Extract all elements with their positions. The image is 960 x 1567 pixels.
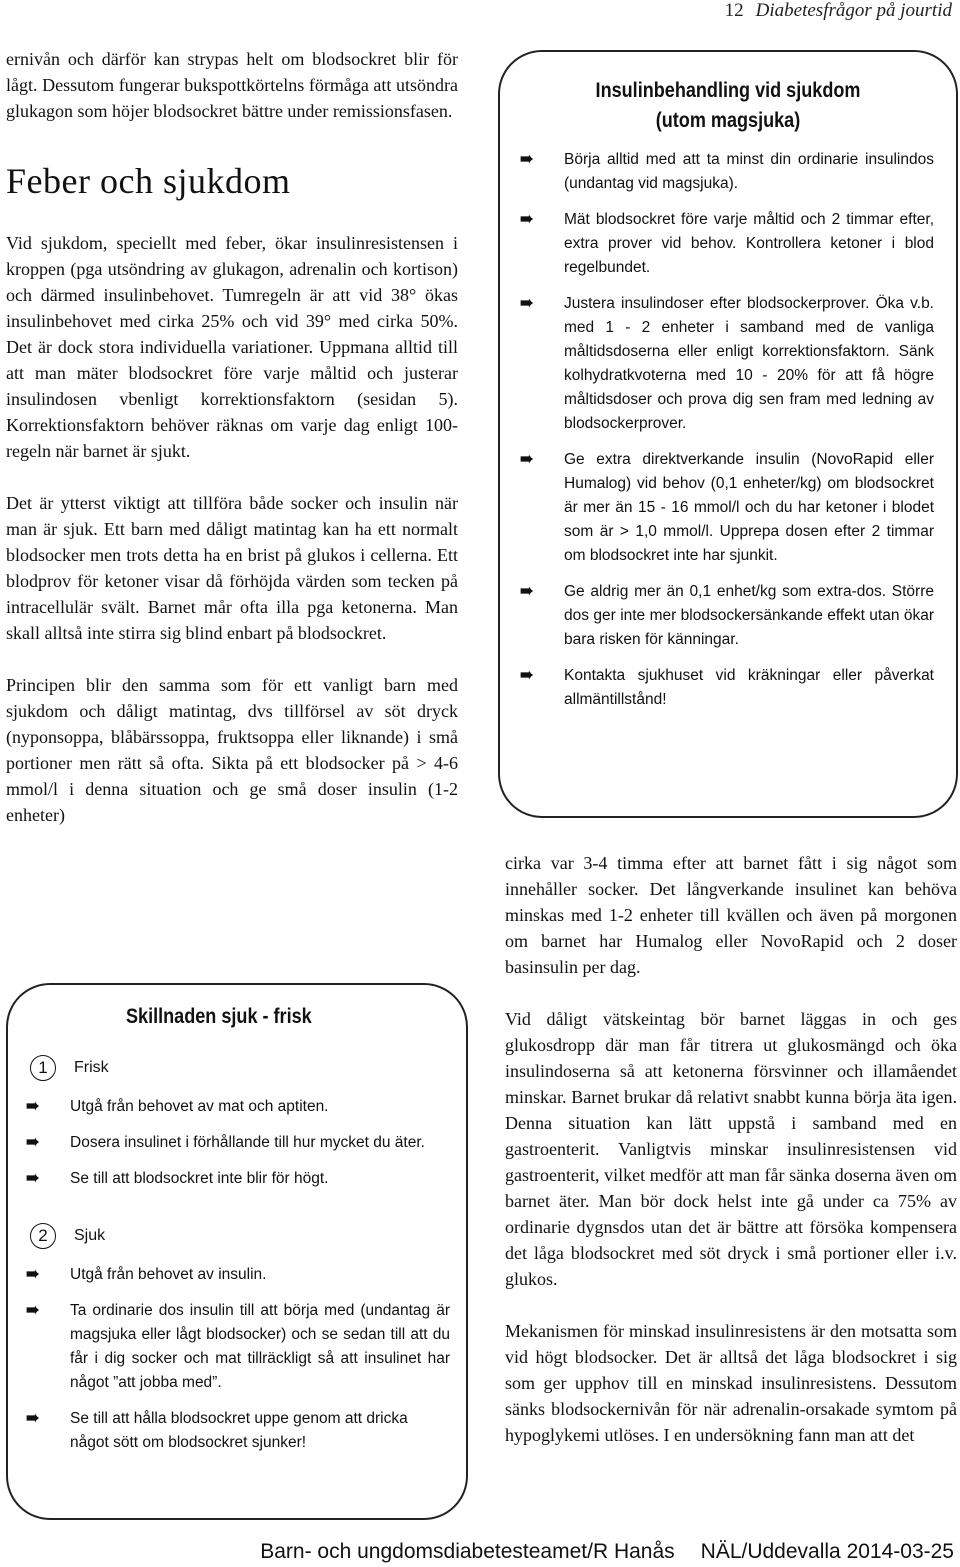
list-item-text: Mät blodsockret före varje måltid och 2 timmar efter, extra prover vid behov. xyxy=(564,211,934,252)
list-item-text: Utgå från behovet av mat och aptiten. xyxy=(70,1098,329,1115)
box-title-line1: Insulinbehandling vid sjukdom xyxy=(595,79,861,102)
arrow-right-icon: ➠ xyxy=(26,1170,40,1187)
intro-paragraph: ernivån och därför kan strypas helt om blodsockret blir för lågt. Dessutom fungerar bukspottkörtelns förmåga att utsöndra glukagon som höjer blodsockret bättre under remissionsfasen. xyxy=(6,49,458,121)
list-item-text: Ta ordinarie dos insulin till att börja med (undantag är magsjuka eller lågt blodsocker) och se sedan till att du får i dig socker och mat tillräckligt så att insulinet har något ”att jobba med”. xyxy=(70,1302,450,1391)
list-item xyxy=(26,1167,450,1191)
footer-team: Barn- och ungdomsdiabetesteamet/R Hanås xyxy=(260,1540,675,1563)
sick-vs-healthy-box xyxy=(6,983,468,1520)
list-item xyxy=(520,148,934,196)
circled-number-1: 1 xyxy=(30,1055,56,1081)
arrow-right-icon: ➠ xyxy=(26,1098,40,1115)
arrow-right-icon: ➠ xyxy=(520,451,534,468)
arrow-right-icon: ➠ xyxy=(520,211,534,228)
list-item xyxy=(520,208,934,280)
arrow-right-icon: ➠ xyxy=(26,1410,40,1427)
left-column xyxy=(6,46,458,828)
list-item-emphasis: Kontrollera ketoner i blod regelbundet. xyxy=(564,235,934,276)
list-item-text: Kontakta sjukhuset vid kräkningar eller påverkat allmäntillstånd! xyxy=(564,667,934,708)
list-item xyxy=(26,1095,450,1119)
fever-paragraph: Vid sjukdom, speciellt med feber, ökar insulinresistensen i kroppen (pga utsöndring av glukagon, adrenalin och kortison) och därmed insulinbehovet. Tumregeln är att vid 38° ökas insulinbehovet med cirka 25% och vid 39° med cirka 50%. Det är dock stora individuella variationer. Uppmana alltid till att man mäter blodsockret före varje måltid och justerar insulindosen vbenligt korrektionsfaktorn (sesidan 5). Korrektionsfaktorn behöver räknas om varje dag enligt 100-regeln när barnet är sjukt. xyxy=(6,233,458,461)
box-title xyxy=(532,76,924,136)
page-number: 12 xyxy=(724,0,744,21)
list-item xyxy=(520,448,934,568)
list-item-text: Börja alltid med att ta minst din ordinarie insulindos (undantag vid magsjuka). xyxy=(564,151,934,192)
list-item-text: Ge aldrig mer än 0,1 enhet/kg som extra-dos. Större dos ger inte mer blodsockersänkande effekt utan ökar bara risken för känningar. xyxy=(564,583,934,648)
treatment-list xyxy=(520,148,934,712)
frisk-label: Frisk xyxy=(74,1059,109,1077)
arrow-right-icon: ➠ xyxy=(26,1266,40,1283)
sjuk-heading xyxy=(30,1223,105,1249)
list-item xyxy=(520,664,934,712)
arrow-right-icon: ➠ xyxy=(520,667,534,684)
circled-number-2: 2 xyxy=(30,1223,56,1249)
footer-location-date: NÄL/Uddevalla 2014-03-25 xyxy=(700,1540,954,1563)
section-heading: Feber och sjukdom xyxy=(6,161,291,201)
page-header xyxy=(725,0,952,22)
sjuk-list xyxy=(26,1263,450,1467)
arrow-right-icon: ➠ xyxy=(520,295,534,312)
list-item xyxy=(26,1131,450,1155)
list-item xyxy=(26,1299,450,1395)
running-title: Diabetesfrågor på jourtid xyxy=(755,0,952,21)
list-item xyxy=(26,1263,450,1287)
sugar-insulin-paragraph: Det är ytterst viktigt att tillföra både socker och insulin när man är sjuk. Ett barn med dåligt matintag kan ha ett normalt blodsocker men trots detta ha en brist på glukos i cellerna. Ett blodprov för ketoner visar då förhöjda värden som tecken på intracellulär svält. Barnet mår ofta illa pga ketonerna. Man skall alltså inte stirra sig blind enbart på blodsockret. xyxy=(6,493,458,643)
list-item-text: Dosera insulinet i förhållande till hur mycket du äter. xyxy=(70,1134,425,1151)
arrow-right-icon: ➠ xyxy=(520,151,534,168)
box-title-line2: (utom magsjuka) xyxy=(655,109,801,132)
continuation-paragraph: cirka var 3-4 timma efter att barnet fått i sig något som innehåller socker. Det långverkande insulinet kan behöva minskas med 1-2 enheter till kvällen och även på morgonen om barnet har Humalog eller NovoRapid och 2 doser basinsulin per dag. xyxy=(505,853,957,977)
fluid-intake-paragraph: Vid dåligt vätskeintag bör barnet läggas in och ges glukosdropp där man får titrera ut glukosmängd och öka insulindoserna så att ketonerna försvinner och illamåendet minskar. Barnet brukar då relativt snabbt kunna börja äta igen. Denna situation kan lätt uppstå i samband med en gastroenterit. Vanligtvis minskar insulinresistensen vid gastroenterit, vilket medför att man får sänka doserna även om barnet äter. Man bör dock helst inte gå under ca 75% av ordinarie dygnsdos utan det är bättre att försöka kompensera det låga blodsockret med söt dryck i små portioner eller i.v. glukos. xyxy=(505,1009,957,1289)
arrow-right-icon: ➠ xyxy=(520,583,534,600)
list-item-text: Se till att blodsockret inte blir för högt. xyxy=(70,1170,329,1187)
mechanism-paragraph: Mekanismen för minskad insulinresistens är den motsatta som vid högt blodsocker. Det är alltså det låga blodsockret i sig som ger upphov till en minskad insulinresistens. Dessutom sänks blodsockernivån för när adrenalin-orsakade symtom på hypoglykemi utlöses. I en undersökning fann man att det xyxy=(505,1321,957,1445)
list-item xyxy=(26,1407,450,1455)
list-item-text: Justera insulindoser efter blodsockerprover. Öka v.b. med 1 - 2 enheter i samband med de vanliga måltidsdoserna eller enligt korrektionsfaktorn. Sänk kolhydratkvoterna med 10 - 20% för att få högre måltidsdoser och prova dig sen fram med ledning av blodsockerprover. xyxy=(564,295,934,432)
frisk-heading xyxy=(30,1055,109,1081)
arrow-right-icon: ➠ xyxy=(26,1302,40,1319)
list-item xyxy=(520,580,934,652)
page-footer xyxy=(260,1540,954,1564)
list-item-text: Se till att hålla blodsockret uppe genom att dricka något sött om blodsockret sjunker! xyxy=(70,1410,408,1451)
list-item-text: Ge extra direktverkande insulin (NovoRapid eller Humalog) vid behov (0,1 enheter/kg) om blodsockret är mer än 15 - 16 mmol/l och du har ketoner i blodet som är > 1,0 mmol/l. Upprepa dosen efter 2 timmar om blodsockret inte har sjunkit. xyxy=(564,451,934,564)
arrow-right-icon: ➠ xyxy=(26,1134,40,1151)
box-title: Skillnaden sjuk - frisk xyxy=(126,1005,312,1028)
sjuk-label: Sjuk xyxy=(74,1227,106,1245)
right-column xyxy=(505,850,957,1448)
frisk-list xyxy=(26,1095,450,1203)
list-item-text: Utgå från behovet av insulin. xyxy=(70,1266,267,1283)
insulin-treatment-box xyxy=(498,50,958,818)
principle-paragraph: Principen blir den samma som för ett vanligt barn med sjukdom och dåligt matintag, dvs tillförsel av söt dryck (nyponsoppa, blåbärssoppa, fruktsoppa eller liknande) i små portioner men rätt så ofta. Sikta på ett blodsocker på > 4-6 mmol/l i denna situation och ge små doser insulin (1-2 enheter) xyxy=(6,675,458,825)
list-item xyxy=(520,292,934,436)
